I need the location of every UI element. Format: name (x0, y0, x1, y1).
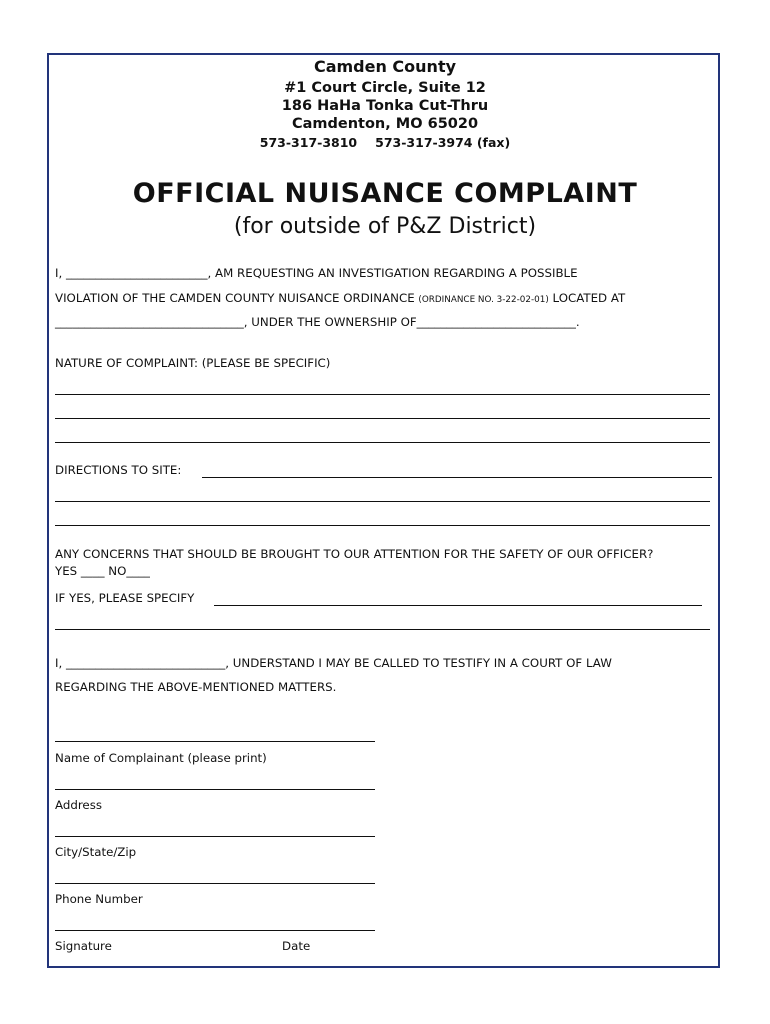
if-yes-line-2[interactable] (55, 629, 710, 630)
nature-label: NATURE OF COMPLAINT: (PLEASE BE SPECIFIC) (55, 356, 331, 370)
address-line-1: #1 Court Circle, Suite 12 (284, 80, 486, 96)
safety-question: ANY CONCERNS THAT SHOULD BE BROUGHT TO OUR ATTENTION FOR THE SAFETY OF OUR OFFICER? (55, 547, 654, 561)
ordinance-number: (ORDINANCE NO. 3-22-02-01) (418, 295, 549, 305)
city-label: City/State/Zip (55, 845, 137, 859)
address-city: Camdenton, MO 65020 (291, 116, 479, 132)
phone-number: 573-317-3810 (259, 135, 358, 150)
nature-line-3[interactable] (55, 442, 710, 443)
ownership-line: ________________________________, UNDER THE OWNERSHIP OF___________________________. (55, 315, 580, 329)
directions-line-2[interactable] (55, 501, 710, 502)
name-signature-line[interactable] (55, 741, 375, 742)
county-name: Camden County (313, 57, 457, 76)
located-at-text: LOCATED AT (548, 291, 626, 305)
form-subtitle: (for outside of P&Z District) (233, 214, 537, 239)
phone-signature-line[interactable] (55, 883, 375, 884)
nature-line-2[interactable] (55, 418, 710, 419)
phone-label: Phone Number (55, 892, 143, 906)
understand-line: I, ___________________________, UNDERSTAND I MAY BE CALLED TO TESTIFY IN A COURT OF LAW (55, 656, 612, 670)
city-signature-line[interactable] (55, 836, 375, 837)
signature-label: Signature (55, 939, 112, 953)
fax-number: 573-317-3974 (fax) (375, 135, 511, 150)
yes-no-line: YES ____ NO____ (55, 564, 150, 578)
address-label: Address (55, 798, 102, 812)
request-line: I, ________________________, AM REQUESTING AN INVESTIGATION REGARDING A POSSIBLE (55, 266, 578, 280)
violation-line (55, 291, 625, 305)
understand-line-2: REGARDING THE ABOVE-MENTIONED MATTERS. (55, 680, 337, 694)
nature-line-1[interactable] (55, 394, 710, 395)
violation-text: VIOLATION OF THE CAMDEN COUNTY NUISANCE ORDINANCE (55, 291, 419, 305)
if-yes-line[interactable] (214, 605, 702, 606)
directions-line-1[interactable] (202, 477, 712, 478)
address-line-2: 186 HaHa Tonka Cut-Thru (281, 98, 489, 114)
name-label: Name of Complainant (please print) (55, 751, 267, 765)
form-title: OFFICIAL NUISANCE COMPLAINT (132, 178, 638, 209)
signature-line[interactable] (55, 930, 375, 931)
if-yes-label: IF YES, PLEASE SPECIFY (55, 591, 195, 605)
directions-label: DIRECTIONS TO SITE: (55, 463, 182, 477)
date-label: Date (282, 939, 311, 953)
address-signature-line[interactable] (55, 789, 375, 790)
directions-line-3[interactable] (55, 525, 710, 526)
phone-fax-line (0, 135, 770, 150)
